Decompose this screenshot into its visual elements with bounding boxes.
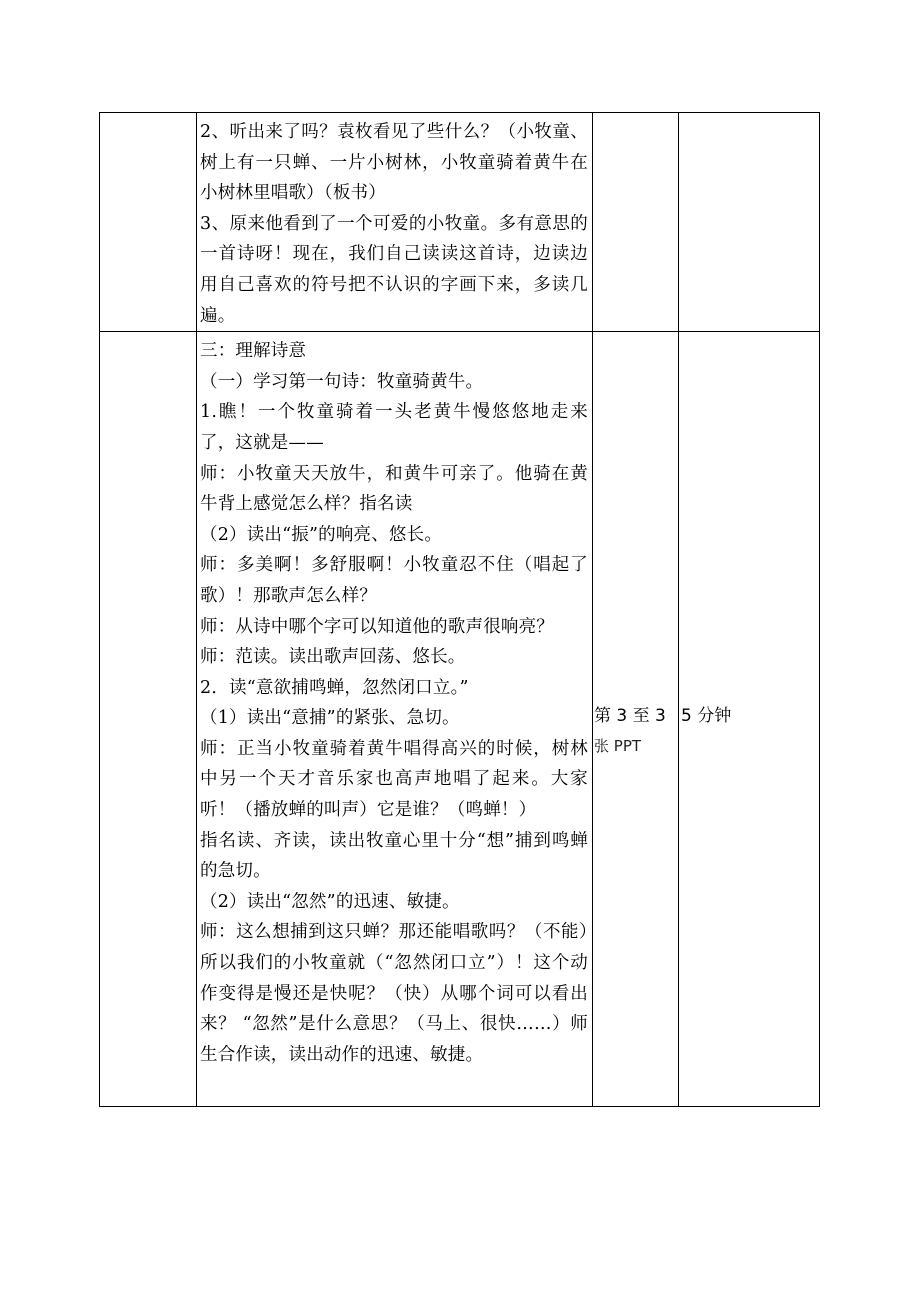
slides-unit: 张 PPT	[594, 737, 642, 756]
content-line: （2）读出“忽然”的迅速、敏捷。	[200, 891, 460, 912]
time-duration: 5 分钟	[681, 706, 732, 727]
content-line: （一）学习第一句诗：牧童骑黄牛。	[200, 371, 484, 392]
content-line: （1）读出“意捕”的紧张、急切。	[200, 708, 460, 729]
teaching-content-cell	[197, 332, 593, 1107]
section-heading: 三：理解诗意	[200, 341, 307, 362]
content-line: 师：小牧童天天放牛，和黄牛可亲了。他骑在黄牛背上感觉怎么样？指名读	[200, 463, 588, 515]
content-line: 师：从诗中哪个字可以知道他的歌声很响亮？	[200, 616, 554, 637]
slides-cell	[593, 332, 679, 1107]
time-cell	[679, 332, 820, 1107]
empty-cell	[100, 332, 197, 1107]
content-line: 3、原来他看到了一个可爱的小牧童。多有意思的一首诗呀！现在，我们自己读读这首诗，边读边用自己喜欢的符号把不认识的字画下来，多读几遍。	[200, 213, 588, 326]
content-line: 师：这么想捕到这只蝉？那还能唱歌吗？（不能）所以我们的小牧童就（“忽然闭口立”）！这个动作变得是慢还是快呢？（快）从哪个词可以看出来？ “忽然”是什么意思？（马上、很快……）师生合作读，读出动作的迅速、敏捷。	[200, 922, 588, 1065]
content-line: 师：正当小牧童骑着黄牛唱得高兴的时候，树林中另一个天才音乐家也高声地唱了起来。大家听！（播放蝉的叫声）它是谁？（鸣蝉！）	[200, 738, 588, 821]
teaching-content-cell	[197, 113, 593, 332]
content-line: 2．读“意欲捕鸣蝉，忽然闭口立。”	[200, 677, 469, 698]
empty-cell	[679, 113, 820, 332]
table-row	[100, 332, 820, 1107]
content-line: 2、听出来了吗？袁枚看见了些什么？（小牧童、树上有一只蝉、一片小树林，小牧童骑着黄牛在小树林里唱歌）（板书）	[200, 122, 588, 204]
lesson-plan-table	[99, 112, 820, 1107]
content-line: 师：多美啊！多舒服啊！小牧童忍不住（唱起了歌）！那歌声怎么样？	[200, 555, 588, 606]
slides-range: 第 3 至 3	[594, 706, 666, 727]
empty-cell	[593, 113, 679, 332]
content-line: 指名读、齐读，读出牧童心里十分“想”捕到鸣蝉的急切。	[200, 830, 588, 882]
content-line: 师：范读。读出歌声回荡、悠长。	[200, 647, 466, 668]
empty-cell	[100, 113, 197, 332]
content-line: 1.瞧！一个牧童骑着一头老黄牛慢悠悠地走来了，这就是——	[200, 402, 588, 453]
content-line: （2）读出“振”的响亮、悠长。	[200, 524, 443, 545]
table-row	[100, 113, 820, 332]
